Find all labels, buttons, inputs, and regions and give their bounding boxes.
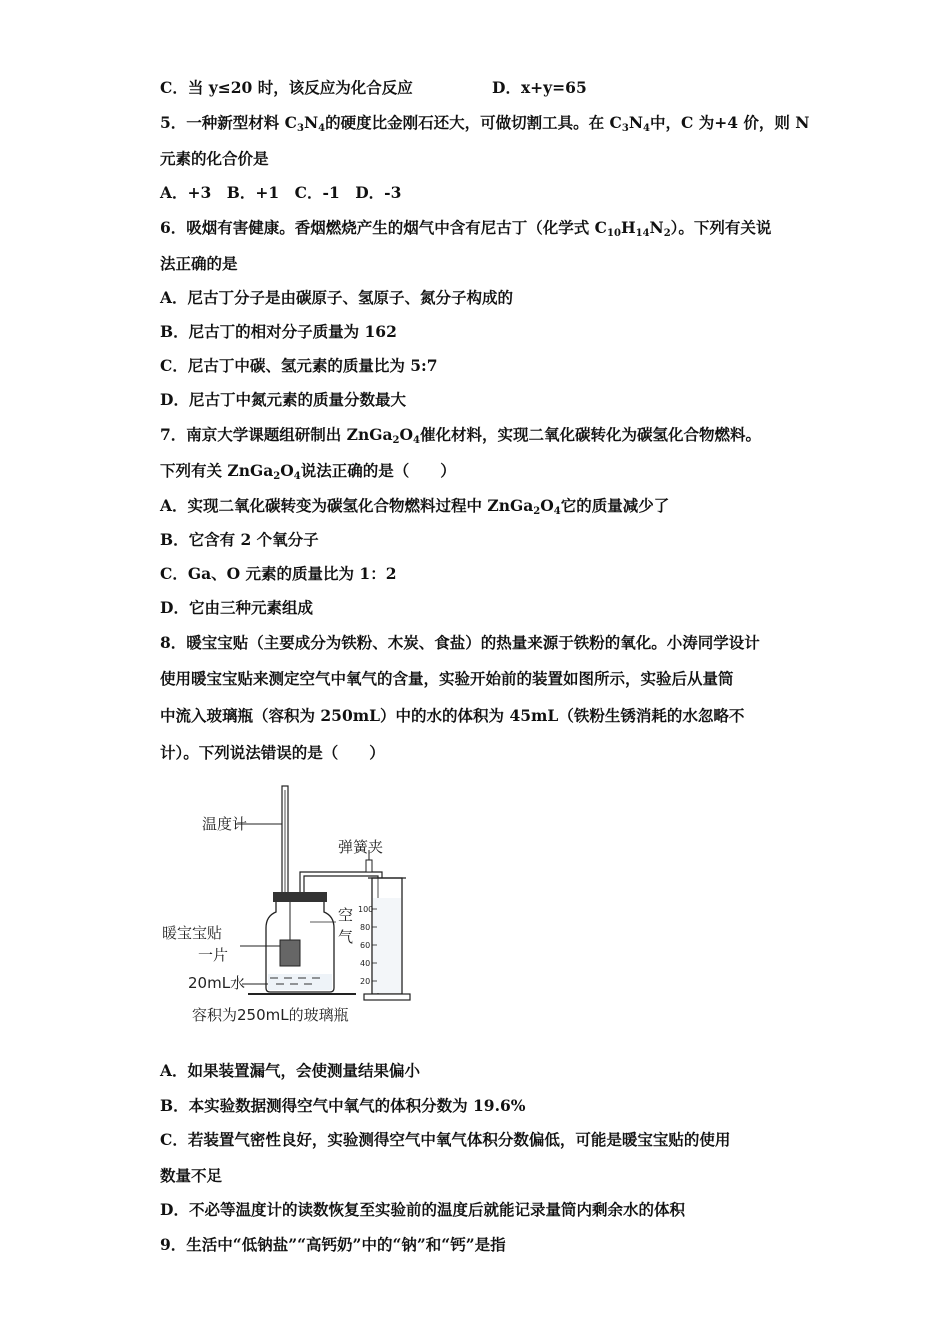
tick-label: 40 xyxy=(360,959,371,968)
q8-stem-line-2: 使用暖宝宝贴来测定空气中氧气的含量，实验开始前的装置如图所示，实验后从量筒 xyxy=(160,669,734,688)
q8-stem-line-3: 中流入玻璃瓶（容积为 250mL）中的水的体积为 45mL（铁粉生锈消耗的水忽略不 xyxy=(160,706,745,725)
warmer-patch xyxy=(280,940,300,966)
experiment-apparatus-diagram xyxy=(160,780,440,1030)
q6-stem-line-1: 6．吸烟有害健康。香烟燃烧产生的烟气中含有尼古丁（化学式 $C_{10}H_{14}N_2$）。下列有关说 xyxy=(160,218,772,239)
q5-stem-line-2: 元素的化合价是 xyxy=(160,149,269,168)
q5-stem-line-1: 5．一种新型材料 $C_3N_4$的硬度比金刚石还大，可做切割工具。在 $C_3N_4$中，C 为+4 价，则 N xyxy=(160,113,810,134)
q8-option-d: D．不必等温度计的读数恢复至实验前的温度后就能记录量筒内剩余水的体积 xyxy=(160,1200,685,1219)
tick-label: 20 xyxy=(360,977,371,986)
warmer-label-2: 一片 xyxy=(198,946,229,964)
cylinder-base xyxy=(364,994,410,1000)
q7-stem-line-2: 下列有关 $ZnGa_2O_4$说法正确的是（ ） xyxy=(160,461,456,482)
q5-options: A．+3 B．+1 C．-1 D．-3 xyxy=(160,183,402,202)
q7-option-d: D．它由三种元素组成 xyxy=(160,598,313,617)
q8-option-a: A．如果装置漏气，会使测量结果偏小 xyxy=(160,1061,421,1080)
bottle-water xyxy=(268,974,332,990)
water-label: 20mL水 xyxy=(188,974,246,992)
connecting-tube-inner xyxy=(304,876,378,892)
q8-option-c-line-1: C．若装置气密性良好，实验测得空气中氧气体积分数偏低，可能是暖宝宝贴的使用 xyxy=(160,1130,731,1149)
q6-option-a: A．尼古丁分子是由碳原子、氢原子、氮分子构成的 xyxy=(160,288,514,307)
tick-label: 100 xyxy=(358,905,374,914)
bottle-label: 容积为250mL的玻璃瓶 xyxy=(192,1006,349,1024)
connecting-tube xyxy=(300,872,382,892)
q7-option-c: C．Ga、O 元素的质量比为 1：2 xyxy=(160,564,397,583)
q7-stem-line-1: 7．南京大学课题组研制出 $ZnGa_2O_4$催化材料，实现二氧化碳转化为碳氢化合物燃料。 xyxy=(160,425,762,446)
q7-option-b: B．它含有 2 个氧分子 xyxy=(160,530,319,549)
q7-option-a: A．实现二氧化碳转变为碳氢化合物燃料过程中 $ZnGa_2O_4$它的质量减少了 xyxy=(160,496,670,517)
q9-stem: 9．生活中“低钠盐”“高钙奶”中的“钠”和“钙”是指 xyxy=(160,1235,506,1254)
q6-option-c: C．尼古丁中碳、氢元素的质量比为 5:7 xyxy=(160,356,438,375)
q6-option-b: B．尼古丁的相对分子质量为 162 xyxy=(160,322,397,341)
warmer-label-1: 暖宝宝贴 xyxy=(162,924,223,942)
bottle-stopper xyxy=(273,892,327,902)
thermometer-label: 温度计 xyxy=(202,815,248,833)
q8-stem-line-1: 8．暖宝宝贴（主要成分为铁粉、木炭、食盐）的热量来源于铁粉的氧化。小涛同学设计 xyxy=(160,633,760,652)
cylinder-water xyxy=(373,898,401,993)
tick-label: 80 xyxy=(360,923,371,932)
q4-option-c: C．当 y≤20 时，该反应为化合反应 xyxy=(160,78,413,97)
tick-label: 60 xyxy=(360,941,371,950)
q4-option-d: D．x+y=65 xyxy=(492,78,587,97)
q8-stem-line-4: 计）。下列说法错误的是（ ） xyxy=(160,743,385,762)
q6-stem-line-2: 法正确的是 xyxy=(160,254,238,273)
air-label-1: 空 xyxy=(338,906,354,924)
q6-option-d: D．尼古丁中氮元素的质量分数最大 xyxy=(160,390,406,409)
q8-option-c-line-2: 数量不足 xyxy=(160,1166,223,1185)
spring-clamp xyxy=(366,860,372,872)
q8-option-b: B．本实验数据测得空气中氧气的体积分数为 19.6% xyxy=(160,1096,526,1115)
clamp-label: 弹簧夹 xyxy=(338,838,384,856)
air-label-2: 气 xyxy=(338,928,354,946)
